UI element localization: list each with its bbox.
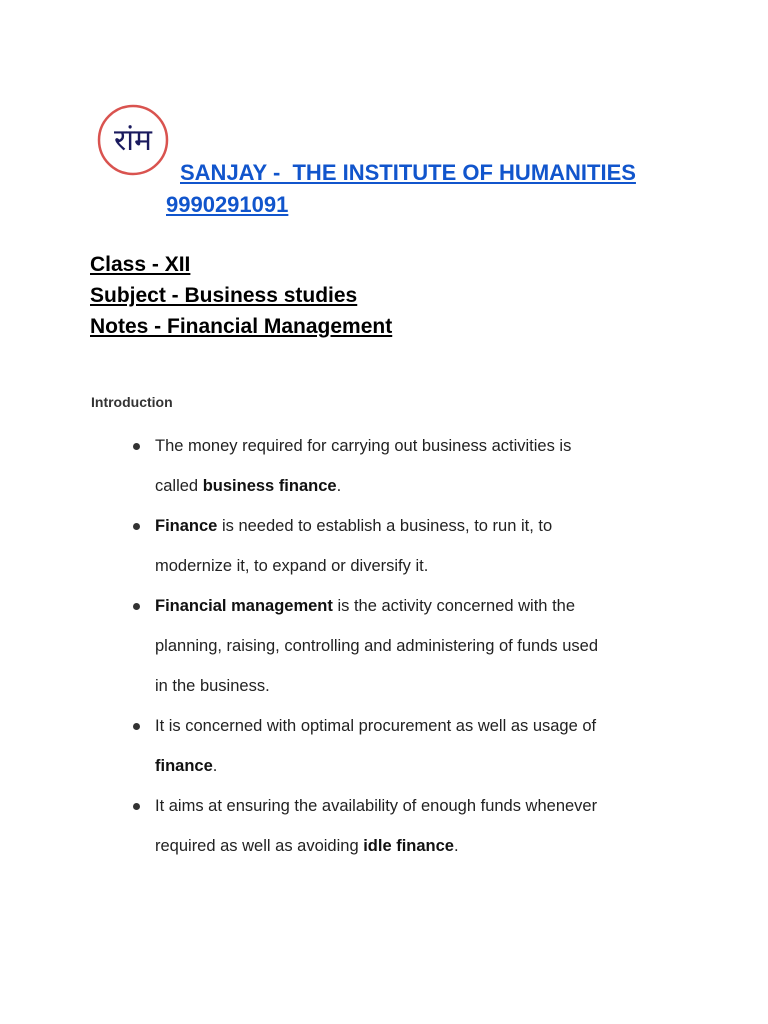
subject-line: Subject - Business studies [90, 284, 358, 307]
section-heading: Introduction [91, 394, 173, 410]
logo-glyph: रांम [114, 123, 152, 158]
bullet-marker [133, 443, 140, 450]
bullet-marker [133, 723, 140, 730]
bullet-marker [133, 803, 140, 810]
bullet-3-line-2: planning, raising, controlling and administering of funds used [155, 637, 599, 655]
bullet-5-line-2: required as well as avoiding idle finance. [155, 837, 459, 855]
institute-name-link[interactable]: SANJAY - THE INSTITUTE OF HUMANITIES [180, 160, 636, 185]
bullet-1-line-1: The money required for carrying out business activities is [155, 437, 572, 455]
bullet-5-line-1: It aims at ensuring the availability of enough funds whenever [155, 797, 598, 815]
bullet-2-line-2: modernize it, to expand or diversify it. [155, 557, 429, 575]
bullet-marker [133, 523, 140, 530]
notes-line: Notes - Financial Management [90, 315, 393, 338]
bullet-3-line-3: in the business. [155, 677, 270, 695]
bullet-marker [133, 603, 140, 610]
bullet-4-line-1: It is concerned with optimal procurement as well as usage of [155, 717, 597, 735]
bullet-1-line-2: called business finance. [155, 477, 342, 495]
bullet-3-line-1: Financial management is the activity concerned with the [155, 597, 576, 615]
phone-number-link[interactable]: 9990291091 [166, 192, 289, 217]
institute-logo [93, 100, 173, 180]
bullet-2-line-1: Finance is needed to establish a business, to run it, to [155, 517, 553, 535]
bullet-4-line-2: finance. [155, 757, 218, 775]
class-line: Class - XII [90, 253, 191, 276]
